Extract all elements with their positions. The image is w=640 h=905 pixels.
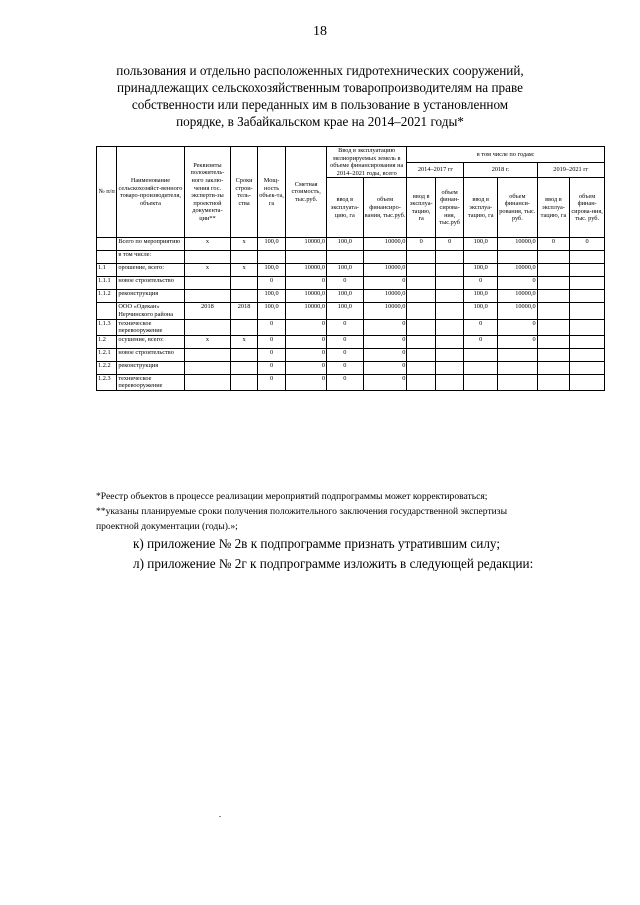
table-cell-finance: 10000,0 bbox=[363, 290, 407, 303]
table-cell-name: в том числе: bbox=[117, 251, 184, 264]
table-cell-cost: 0 bbox=[286, 361, 327, 374]
table-cell-p2-commission: 100,0 bbox=[464, 238, 498, 251]
table-cell-p1-commission bbox=[407, 303, 436, 319]
title-line: пользования и отдельно расположенных гидротехнических сооружений, bbox=[116, 63, 524, 78]
table-cell-p2-finance: 10000,0 bbox=[498, 238, 538, 251]
table-cell-commission: 100,0 bbox=[327, 290, 364, 303]
table-cell-terms bbox=[231, 319, 257, 335]
table-cell-p1-finance bbox=[435, 335, 464, 348]
table-cell-p1-commission bbox=[407, 290, 436, 303]
header-p1-finance: объем финан-сирова-ния, тыс.руб bbox=[435, 178, 464, 238]
table-cell-details: x bbox=[184, 335, 231, 348]
table-cell-num: 1.1.2 bbox=[97, 290, 117, 303]
table-cell-terms bbox=[231, 290, 257, 303]
table-cell-p2-finance: 10000,0 bbox=[498, 303, 538, 319]
table-cell-p2-finance: 0 bbox=[498, 319, 538, 335]
table-cell-name: Всего по мероприятию bbox=[117, 238, 184, 251]
table-row bbox=[97, 290, 605, 303]
table-row bbox=[97, 251, 605, 264]
table-cell-p1-commission bbox=[407, 251, 436, 264]
table-cell-finance bbox=[363, 251, 407, 264]
table-cell-terms: x bbox=[231, 238, 257, 251]
table-cell-capacity: 0 bbox=[257, 319, 286, 335]
table-cell-p2-commission: 0 bbox=[464, 277, 498, 290]
irrigation-objects-table bbox=[96, 146, 605, 391]
table-cell-p3-commission bbox=[537, 264, 570, 277]
table-cell-finance: 10000,0 bbox=[363, 303, 407, 319]
table-cell-details: x bbox=[184, 264, 231, 277]
table-cell-cost bbox=[286, 251, 327, 264]
page-number: 18 bbox=[313, 24, 327, 39]
table-cell-capacity: 0 bbox=[257, 361, 286, 374]
table-cell-terms bbox=[231, 361, 257, 374]
table-cell-details bbox=[184, 319, 231, 335]
table-cell-p3-commission bbox=[537, 277, 570, 290]
table-cell-cost: 0 bbox=[286, 374, 327, 390]
table-cell-cost: 10000,0 bbox=[286, 264, 327, 277]
table-cell-p2-finance: 0 bbox=[498, 335, 538, 348]
table-cell-capacity: 100,0 bbox=[257, 238, 286, 251]
table-cell-commission: 0 bbox=[327, 319, 364, 335]
table-cell-cost: 0 bbox=[286, 335, 327, 348]
table-cell-num: 1.2.2 bbox=[97, 361, 117, 374]
table-cell-finance: 0 bbox=[363, 319, 407, 335]
table-cell-p1-finance bbox=[435, 251, 464, 264]
footnote: проектной документации (годы).»; bbox=[96, 521, 238, 532]
table-cell-num bbox=[97, 238, 117, 251]
table-cell-name: новое строительство bbox=[117, 277, 184, 290]
table-cell-num: 1.1.1 bbox=[97, 277, 117, 290]
table-row bbox=[97, 264, 605, 277]
table-cell-capacity: 0 bbox=[257, 335, 286, 348]
header-p1-commission: ввод в эксплуа-тацию, га bbox=[407, 178, 436, 238]
table-cell-p3-commission bbox=[537, 251, 570, 264]
table-cell-terms: 2018 bbox=[231, 303, 257, 319]
header-cost: Сметная стоимость, тыс.руб. bbox=[286, 147, 327, 238]
header-period-2014-2017: 2014–2017 гг bbox=[407, 162, 464, 178]
table-cell-details bbox=[184, 348, 231, 361]
paragraph-l: л) приложение № 2г к подпрограмме изложить в следующей редакции: bbox=[133, 556, 534, 571]
table-cell-terms bbox=[231, 348, 257, 361]
table-cell-capacity: 0 bbox=[257, 277, 286, 290]
header-period-2019-2021: 2019–2021 гг bbox=[537, 162, 604, 178]
table-cell-p3-commission: 0 bbox=[537, 238, 570, 251]
table-cell-p1-commission bbox=[407, 264, 436, 277]
table-cell-p1-commission bbox=[407, 277, 436, 290]
table-cell-commission: 0 bbox=[327, 361, 364, 374]
header-finance-volume: объем финансиро-вания, тыс.руб. bbox=[363, 178, 407, 238]
table-body bbox=[97, 238, 605, 391]
footnote: **указаны планируемые сроки получения положительного заключения государственной экспертизы bbox=[96, 506, 508, 517]
table-cell-name: техническое перевооружение bbox=[117, 374, 184, 390]
table-cell-finance: 10000,0 bbox=[363, 264, 407, 277]
header-terms: Сроки строи-тель-ства bbox=[231, 147, 257, 238]
table-cell-cost: 10000,0 bbox=[286, 238, 327, 251]
table-cell-num bbox=[97, 251, 117, 264]
table-cell-name: техническое перевооружение bbox=[117, 319, 184, 335]
table-cell-p2-commission: 100,0 bbox=[464, 303, 498, 319]
table-cell-capacity: 0 bbox=[257, 348, 286, 361]
footnote: *Реестр объектов в процессе реализации мероприятий подпрограммы может корректироваться; bbox=[96, 491, 488, 502]
table-cell-p2-commission bbox=[464, 251, 498, 264]
header-p3-finance: объем финан-сирова-ния, тыс. руб. bbox=[570, 178, 605, 238]
table-cell-p2-commission bbox=[464, 361, 498, 374]
table-cell-p2-commission bbox=[464, 348, 498, 361]
table-cell-num: 1.2 bbox=[97, 335, 117, 348]
table-cell-commission: 100,0 bbox=[327, 238, 364, 251]
table-cell-details bbox=[184, 290, 231, 303]
table-cell-p2-commission: 100,0 bbox=[464, 290, 498, 303]
table-cell-p3-finance bbox=[570, 264, 605, 277]
title-line: собственности или переданных им в пользование в установленном bbox=[131, 97, 509, 112]
table-cell-finance: 0 bbox=[363, 374, 407, 390]
table-cell-finance: 0 bbox=[363, 277, 407, 290]
table-cell-p3-finance bbox=[570, 277, 605, 290]
table-cell-p3-finance bbox=[570, 251, 605, 264]
header-period-2018: 2018 г. bbox=[464, 162, 537, 178]
table-cell-p2-commission: 100,0 bbox=[464, 264, 498, 277]
table-cell-commission: 100,0 bbox=[327, 264, 364, 277]
table-cell-finance: 0 bbox=[363, 361, 407, 374]
table-cell-p3-finance bbox=[570, 303, 605, 319]
table-cell-p2-finance: 10000,0 bbox=[498, 264, 538, 277]
paragraph-k: к) приложение № 2в к подпрограмме признать утратившим силу; bbox=[133, 536, 500, 551]
table-cell-commission: 0 bbox=[327, 348, 364, 361]
table-cell-cost: 0 bbox=[286, 277, 327, 290]
table-cell-p3-commission bbox=[537, 361, 570, 374]
table-cell-terms: x bbox=[231, 335, 257, 348]
table-cell-details bbox=[184, 361, 231, 374]
table-row bbox=[97, 277, 605, 290]
table-cell-capacity: 100,0 bbox=[257, 290, 286, 303]
table-row bbox=[97, 238, 605, 251]
table-cell-p3-finance bbox=[570, 335, 605, 348]
table-cell-cost: 10000,0 bbox=[286, 290, 327, 303]
table-cell-finance: 10000,0 bbox=[363, 238, 407, 251]
table-cell-p1-commission bbox=[407, 361, 436, 374]
document-title bbox=[100, 62, 540, 130]
table-cell-p3-finance bbox=[570, 290, 605, 303]
table-row bbox=[97, 335, 605, 348]
table-cell-p3-commission bbox=[537, 290, 570, 303]
header-num: № п/п bbox=[97, 147, 117, 238]
table-cell-p1-finance bbox=[435, 319, 464, 335]
table-cell-commission: 0 bbox=[327, 374, 364, 390]
scan-dot bbox=[219, 816, 221, 817]
table-cell-p3-commission bbox=[537, 303, 570, 319]
table-cell-p1-finance bbox=[435, 361, 464, 374]
table-cell-finance: 0 bbox=[363, 348, 407, 361]
table-cell-p2-finance bbox=[498, 361, 538, 374]
table-cell-num: 1.1 bbox=[97, 264, 117, 277]
title-line: принадлежащих сельскохозяйственным товаропроизводителям на праве bbox=[117, 80, 523, 95]
header-p2-finance: объем финанси-рования, тыс. руб. bbox=[498, 178, 538, 238]
table-cell-p3-finance bbox=[570, 348, 605, 361]
footnotes bbox=[96, 489, 608, 534]
table-cell-p2-finance: 10000,0 bbox=[498, 290, 538, 303]
table-cell-p3-finance: 0 bbox=[570, 238, 605, 251]
table-cell-commission: 0 bbox=[327, 335, 364, 348]
table-row bbox=[97, 361, 605, 374]
table-cell-p1-commission bbox=[407, 374, 436, 390]
table-cell-num bbox=[97, 303, 117, 319]
table-cell-p1-finance bbox=[435, 264, 464, 277]
table-cell-name: реконструкция bbox=[117, 290, 184, 303]
header-p2-commission: ввод в эксплуа-тацию, га bbox=[464, 178, 498, 238]
header-commissioning-group: Ввод в эксплуатацию мелиорируемых земель в объеме финансирования на 2014–2021 годы, всего bbox=[327, 147, 407, 178]
title-line: порядке, в Забайкальском крае на 2014–2021 годы* bbox=[176, 114, 464, 129]
table-cell-num: 1.2.3 bbox=[97, 374, 117, 390]
table-cell-name: реконструкция bbox=[117, 361, 184, 374]
table-cell-num: 1.1.3 bbox=[97, 319, 117, 335]
table-cell-p2-commission bbox=[464, 374, 498, 390]
table-cell-p1-finance bbox=[435, 348, 464, 361]
table-cell-name: орошение, всего: bbox=[117, 264, 184, 277]
table-cell-capacity: 0 bbox=[257, 374, 286, 390]
table-cell-capacity bbox=[257, 251, 286, 264]
table-cell-cost: 0 bbox=[286, 348, 327, 361]
table-row bbox=[97, 374, 605, 390]
table-cell-finance: 0 bbox=[363, 335, 407, 348]
table-cell-p3-commission bbox=[537, 374, 570, 390]
table-cell-terms bbox=[231, 277, 257, 290]
table-cell-p2-finance: 0 bbox=[498, 277, 538, 290]
table-cell-details: x bbox=[184, 238, 231, 251]
table-cell-capacity: 100,0 bbox=[257, 264, 286, 277]
table-cell-p1-commission bbox=[407, 348, 436, 361]
table-cell-p2-commission: 0 bbox=[464, 335, 498, 348]
table-cell-p1-commission bbox=[407, 335, 436, 348]
table-cell-p2-finance bbox=[498, 348, 538, 361]
table-cell-p1-commission bbox=[407, 319, 436, 335]
table-cell-p3-commission bbox=[537, 335, 570, 348]
table-row bbox=[97, 319, 605, 335]
table-row bbox=[97, 303, 605, 319]
table-cell-terms bbox=[231, 374, 257, 390]
table-cell-commission bbox=[327, 251, 364, 264]
table-cell-p3-commission bbox=[537, 348, 570, 361]
table-cell-p3-finance bbox=[570, 361, 605, 374]
header-by-years: в том числе по годам: bbox=[407, 147, 605, 163]
table-cell-commission: 100,0 bbox=[327, 303, 364, 319]
table-cell-p1-finance bbox=[435, 303, 464, 319]
table-cell-capacity: 100,0 bbox=[257, 303, 286, 319]
table-cell-name: осушение, всего: bbox=[117, 335, 184, 348]
table-cell-cost: 0 bbox=[286, 319, 327, 335]
table-row bbox=[97, 348, 605, 361]
table-cell-cost: 10000,0 bbox=[286, 303, 327, 319]
table-cell-p2-finance bbox=[498, 374, 538, 390]
table-cell-p3-finance bbox=[570, 374, 605, 390]
header-name: Наименование сельскохозяйст-венного товаро-производителя, объекта bbox=[117, 147, 184, 238]
table-cell-details: 2018 bbox=[184, 303, 231, 319]
table-cell-name: ООО «Одекан» Нерчинского района bbox=[117, 303, 184, 319]
table-cell-p1-finance bbox=[435, 290, 464, 303]
table-cell-p2-finance bbox=[498, 251, 538, 264]
table-cell-terms: x bbox=[231, 264, 257, 277]
table-cell-p1-finance: 0 bbox=[435, 238, 464, 251]
table-cell-num: 1.2.1 bbox=[97, 348, 117, 361]
table-cell-details bbox=[184, 374, 231, 390]
table-cell-p2-commission: 0 bbox=[464, 319, 498, 335]
table-cell-details bbox=[184, 251, 231, 264]
table-cell-details bbox=[184, 277, 231, 290]
table-cell-commission: 0 bbox=[327, 277, 364, 290]
table-cell-name: новое строительство bbox=[117, 348, 184, 361]
header-details: Реквизиты положитель-ного заклю-чения гос. эксперти-зы проектной документа-ции** bbox=[184, 147, 231, 238]
table-cell-p1-finance bbox=[435, 277, 464, 290]
table-cell-p3-finance bbox=[570, 319, 605, 335]
table-cell-p3-commission bbox=[537, 319, 570, 335]
table-cell-p1-finance bbox=[435, 374, 464, 390]
header-commission-ha: ввод в эксплуата-цию, га bbox=[327, 178, 364, 238]
table-cell-terms bbox=[231, 251, 257, 264]
header-p3-commission: ввод в эксплуа-тацию, га bbox=[537, 178, 570, 238]
header-capacity: Мощ-ность объек-та, га bbox=[257, 147, 286, 238]
table-cell-p1-commission: 0 bbox=[407, 238, 436, 251]
